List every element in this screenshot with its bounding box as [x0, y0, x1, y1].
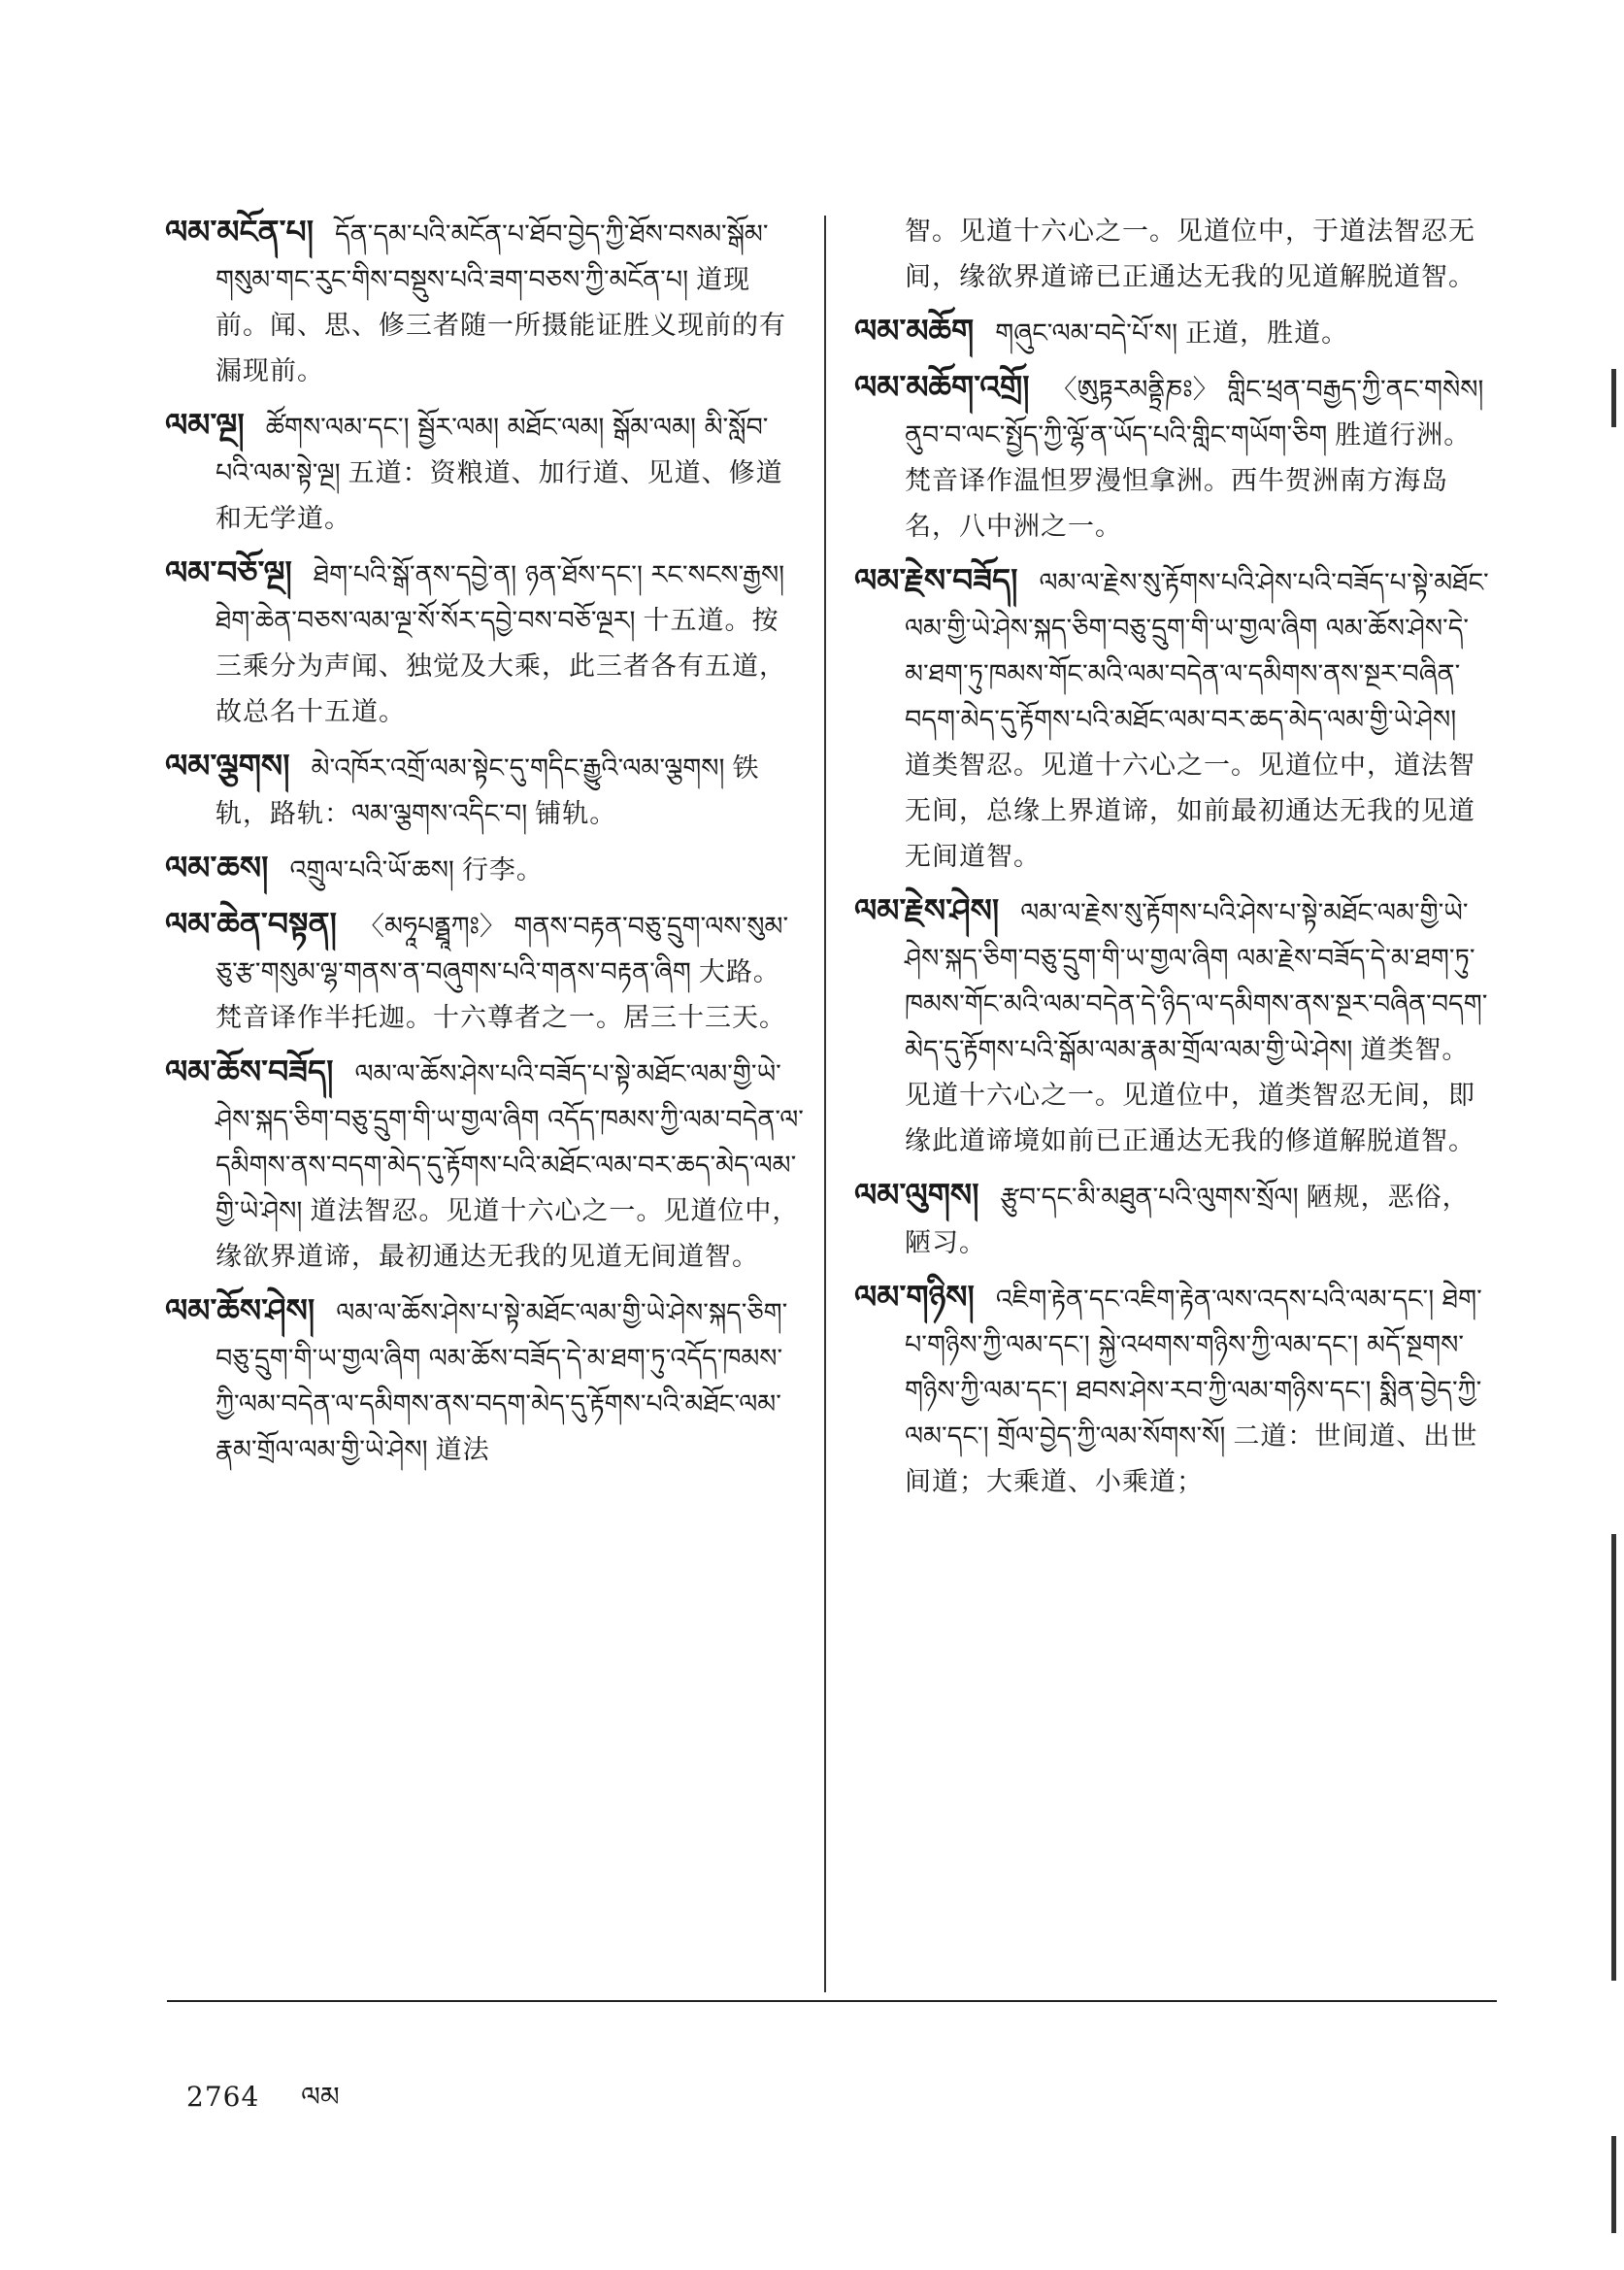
headword: ལམ་ཆོས་ཤེས། — [165, 1291, 315, 1329]
chinese-definition: 二道：世间道、出世间道；大乘道、小乘道； — [905, 1421, 1478, 1497]
tibetan-definition: ལམ་ལ་རྗེས་སུ་རྟོགས་པའི་ཤེས་པ་སྟེ་མཐོང་ལམ་གྱི་ཡེ་ཤེས་སྐད་ཅིག་བཅུ་དྲུག་གི་ཡ་གྱལ་ཞིག ལམ་རྗེས་བཟོད་དེ་མ་ཐག་ཏུ་ཁམས་གོང་མའི་ལམ་བདེན་དེ་ཉིད་ལ་དམིགས་ནས་སྔར་བཞིན་བདག་མེད་དུ་རྟོགས་པའི་སྒོམ་ལམ་རྣམ་གྲོལ་ལམ་གྱི་ཡེ་ཤེས། — [905, 898, 1488, 1065]
tibetan-definition: གཞུང་ལམ་བདེ་པོ་ས། — [995, 318, 1178, 349]
tibetan-definition: འགྲུལ་པའི་ཡོ་ཆས། — [289, 855, 454, 885]
tibetan-definition: ཐེག་པའི་སྒོ་ནས་དབྱེ་ན། ཉན་ཐོས་དང་། རང་སངས་རྒྱས། ཐེག་ཆེན་བཅས་ལམ་ལྔ་སོ་སོར་དབྱེ་བས་བཅོ་ལྔར། — [215, 560, 785, 636]
tibetan-definition: ལམ་ལ་ཆོས་ཤེས་པའི་བཟོད་པ་སྟེ་མཐོང་ལམ་གྱི་ཡེ་ཤེས་སྐད་ཅིག་བཅུ་དྲུག་གི་ཡ་གྱལ་ཞིག འདོད་ཁམས་ཀྱི་ལམ་བདེན་ལ་དམིགས་ནས་བདག་མེད་དུ་རྟོགས་པའི་མཐོང་ལམ་བར་ཆད་མེད་ལམ་གྱི་ཡེ་ཤེས། — [215, 1059, 804, 1226]
headword: ལམ་ཆེན་བསྟན། — [165, 905, 337, 943]
chinese-example: 铺轨。 — [535, 799, 617, 829]
tibetan-definition: ཚོགས་ལམ་དང་། སྦྱོར་ལམ། མཐོང་ལམ། སྒོམ་ལམ། མི་སློབ་པའི་ལམ་སྟེ་ལྔ། — [215, 413, 769, 488]
headword: ལམ་ཆས། — [165, 849, 269, 886]
scan-edge-mark — [1611, 2136, 1616, 2233]
entry — [165, 845, 804, 893]
chinese-definition: 铁轨，路轨： — [215, 753, 760, 829]
left-column — [165, 209, 804, 1481]
tibetan-definition: མེ་འཁོར་འགྲོ་ལམ་སྟེང་དུ་གདིང་རྒྱུའི་ལམ་ལྕགས། — [311, 753, 725, 784]
chinese-definition: 道类智。见道十六心之一。见道位中，道类智忍无间，即缘此道谛境如前已正通达无我的修道解脱道智。 — [905, 1035, 1475, 1156]
headword: ལམ་ལྕགས། — [165, 747, 290, 784]
entry — [165, 550, 804, 735]
scan-edge-mark — [1611, 369, 1616, 427]
right-column — [854, 209, 1490, 1513]
tibetan-example: ལམ་ལྕགས་འདིང་བ། — [351, 799, 528, 829]
entry — [854, 308, 1490, 356]
headword: ལམ་ཆོས་བཟོད། — [165, 1052, 334, 1090]
headword: ལམ་ལྔ། — [165, 406, 245, 444]
headword: ལམ་རྗེས་ཤེས། — [854, 891, 1000, 929]
column-divider — [824, 216, 826, 1992]
entry — [165, 1049, 804, 1280]
tibetan-definition: འཇིག་རྟེན་དང་འཇིག་རྟེན་ལས་འདས་པའི་ལམ་དང་། ཐེག་པ་གཉིས་ཀྱི་ལམ་དང་། སྐྱེ་འཕགས་གཉིས་ཀྱི་ལམ་དང་། མདོ་སྔགས་གཉིས་ཀྱི་ལམ་དང་། ཐབས་ཤེས་རབ་ཀྱི་ལམ་གཉིས་དང་། སྨིན་བྱེད་ཀྱི་ལམ་དང་། གྲོལ་བྱེད་ཀྱི་ལམ་སོགས་སོ། — [905, 1285, 1482, 1452]
footer-rule — [167, 2000, 1497, 2002]
page-number: 2764 — [186, 2081, 260, 2113]
continued-definition — [854, 209, 1490, 300]
entry — [165, 743, 804, 837]
chinese-definition: 十五道。按三乘分为声闻、独觉及大乘，此三者各有五道，故总名十五道。 — [215, 606, 786, 727]
chinese-definition: 智。见道十六心之一。见道位中，于道法智忍无间，缘欲界道谛已正通达无我的见道解脱道智。 — [905, 217, 1475, 292]
entry — [165, 402, 804, 542]
tibetan-definition: 〈མཧཱཔནྠཱཀཿ〉 གནས་བརྟན་བཅུ་དྲུག་ལས་སུམ་ཅུ་རྩ་གསུམ་ལྷ་གནས་ན་བཞུགས་པའི་གནས་བརྟན་ཞིག — [215, 912, 789, 987]
tibetan-definition: ལམ་ལ་རྗེས་སུ་རྟོགས་པའི་ཤེས་པའི་བཟོད་པ་སྟེ་མཐོང་ལམ་གྱི་ཡེ་ཤེས་སྐད་ཅིག་བཅུ་དྲུག་གི་ཡ་གྱལ་ཞིག ལམ་ཆོས་ཤེས་དེ་མ་ཐག་ཏུ་ཁམས་གོང་མའི་ལམ་བདེན་ལ་དམིགས་ནས་སྔར་བཞིན་བདག་མེད་དུ་རྟོགས་པའི་མཐོང་ལམ་བར་ཆད་མེད་ལམ་གྱི་ཡེ་ཤེས། — [905, 568, 1489, 735]
headword: ལམ་ལུགས། — [854, 1176, 979, 1214]
tibetan-definition: དོན་དམ་པའི་མངོན་པ་ཐོབ་བྱེད་ཀྱི་ཐོས་བསམ་སྒོམ་གསུམ་གང་རུང་གིས་བསྡུས་པའི་ཟག་བཅས་ཀྱི་མངོན་པ། — [215, 219, 769, 295]
scan-edge-mark — [1611, 1534, 1616, 1981]
chinese-definition: 正道，胜道。 — [1185, 318, 1349, 349]
chinese-definition: 道类智忍。见道十六心之一。见道位中，道法智无间，总缘上界道谛，如前最初通达无我的见道无间道智。 — [905, 751, 1475, 872]
chinese-definition: 胜道行洲。梵音译作温怛罗漫怛拿洲。西牛贺洲南方海岛名，八中洲之一。 — [905, 420, 1472, 542]
page-footer — [186, 2066, 340, 2143]
entry — [854, 887, 1490, 1164]
headword: ལམ་མངོན་པ། — [165, 213, 315, 250]
headword: ལམ་མཆོག — [854, 312, 975, 350]
chinese-definition: 五道：资粮道、加行道、见道、修道和无学道。 — [215, 458, 783, 534]
headword: ལམ་གཉིས། — [854, 1278, 975, 1316]
entry — [854, 364, 1490, 550]
entry — [165, 1287, 804, 1473]
entry — [165, 901, 804, 1041]
tibetan-definition: 〈ཨུཏྟརམནྟྲིཎཿ〉 གླིང་ཕྲན་བརྒྱད་ཀྱི་ནང་གསེས། ནུབ་བ་ལང་སྤྱོད་ཀྱི་ལྷོ་ན་ཡོད་པའི་གླིང་གཡོག་ཅིག — [905, 375, 1484, 451]
chinese-definition: 大路。梵音译作半托迦。十六尊者之一。居三十三天。 — [215, 957, 786, 1033]
tibetan-definition: རྩུབ་དང་མི་མཐུན་པའི་ལུགས་སྲོལ། — [1000, 1183, 1299, 1213]
entry — [854, 1274, 1490, 1505]
entry — [854, 1172, 1490, 1266]
headword: ལམ་བཅོ་ལྔ། — [165, 553, 292, 591]
chinese-definition: 道法智忍。见道十六心之一。见道位中，缘欲界道谛，最初通达无我的见道无间道智。 — [215, 1196, 800, 1272]
headword: ལམ་རྗེས་བཟོད། — [854, 561, 1018, 599]
entry — [165, 209, 804, 394]
chinese-definition: 道法 — [435, 1435, 490, 1465]
entry — [854, 557, 1490, 880]
chinese-definition: 行李。 — [461, 855, 544, 885]
running-head: ལམ — [301, 2081, 340, 2113]
tibetan-definition: ལམ་ལ་ཆོས་ཤེས་པ་སྟེ་མཐོང་ལམ་གྱི་ཡེ་ཤེས་སྐད་ཅིག་བཅུ་དྲུག་གི་ཡ་གྱལ་ཞིག ལམ་ཆོས་བཟོད་དེ་མ་ཐག་ཏུ་འདོད་ཁམས་ཀྱི་ལམ་བདེན་ལ་དམིགས་ནས་བདག་མེད་དུ་རྟོགས་པའི་མཐོང་ལམ་རྣམ་གྲོལ་ལམ་གྱི་ཡེ་ཤེས། — [215, 1298, 788, 1465]
headword: ལམ་མཆོག་འགྲོ། — [854, 368, 1030, 406]
chinese-definition: 道现前。闻、思、修三者随一所摄能证胜义现前的有漏现前。 — [215, 265, 786, 386]
chinese-definition: 陋规，恶俗，陋习。 — [905, 1183, 1470, 1258]
